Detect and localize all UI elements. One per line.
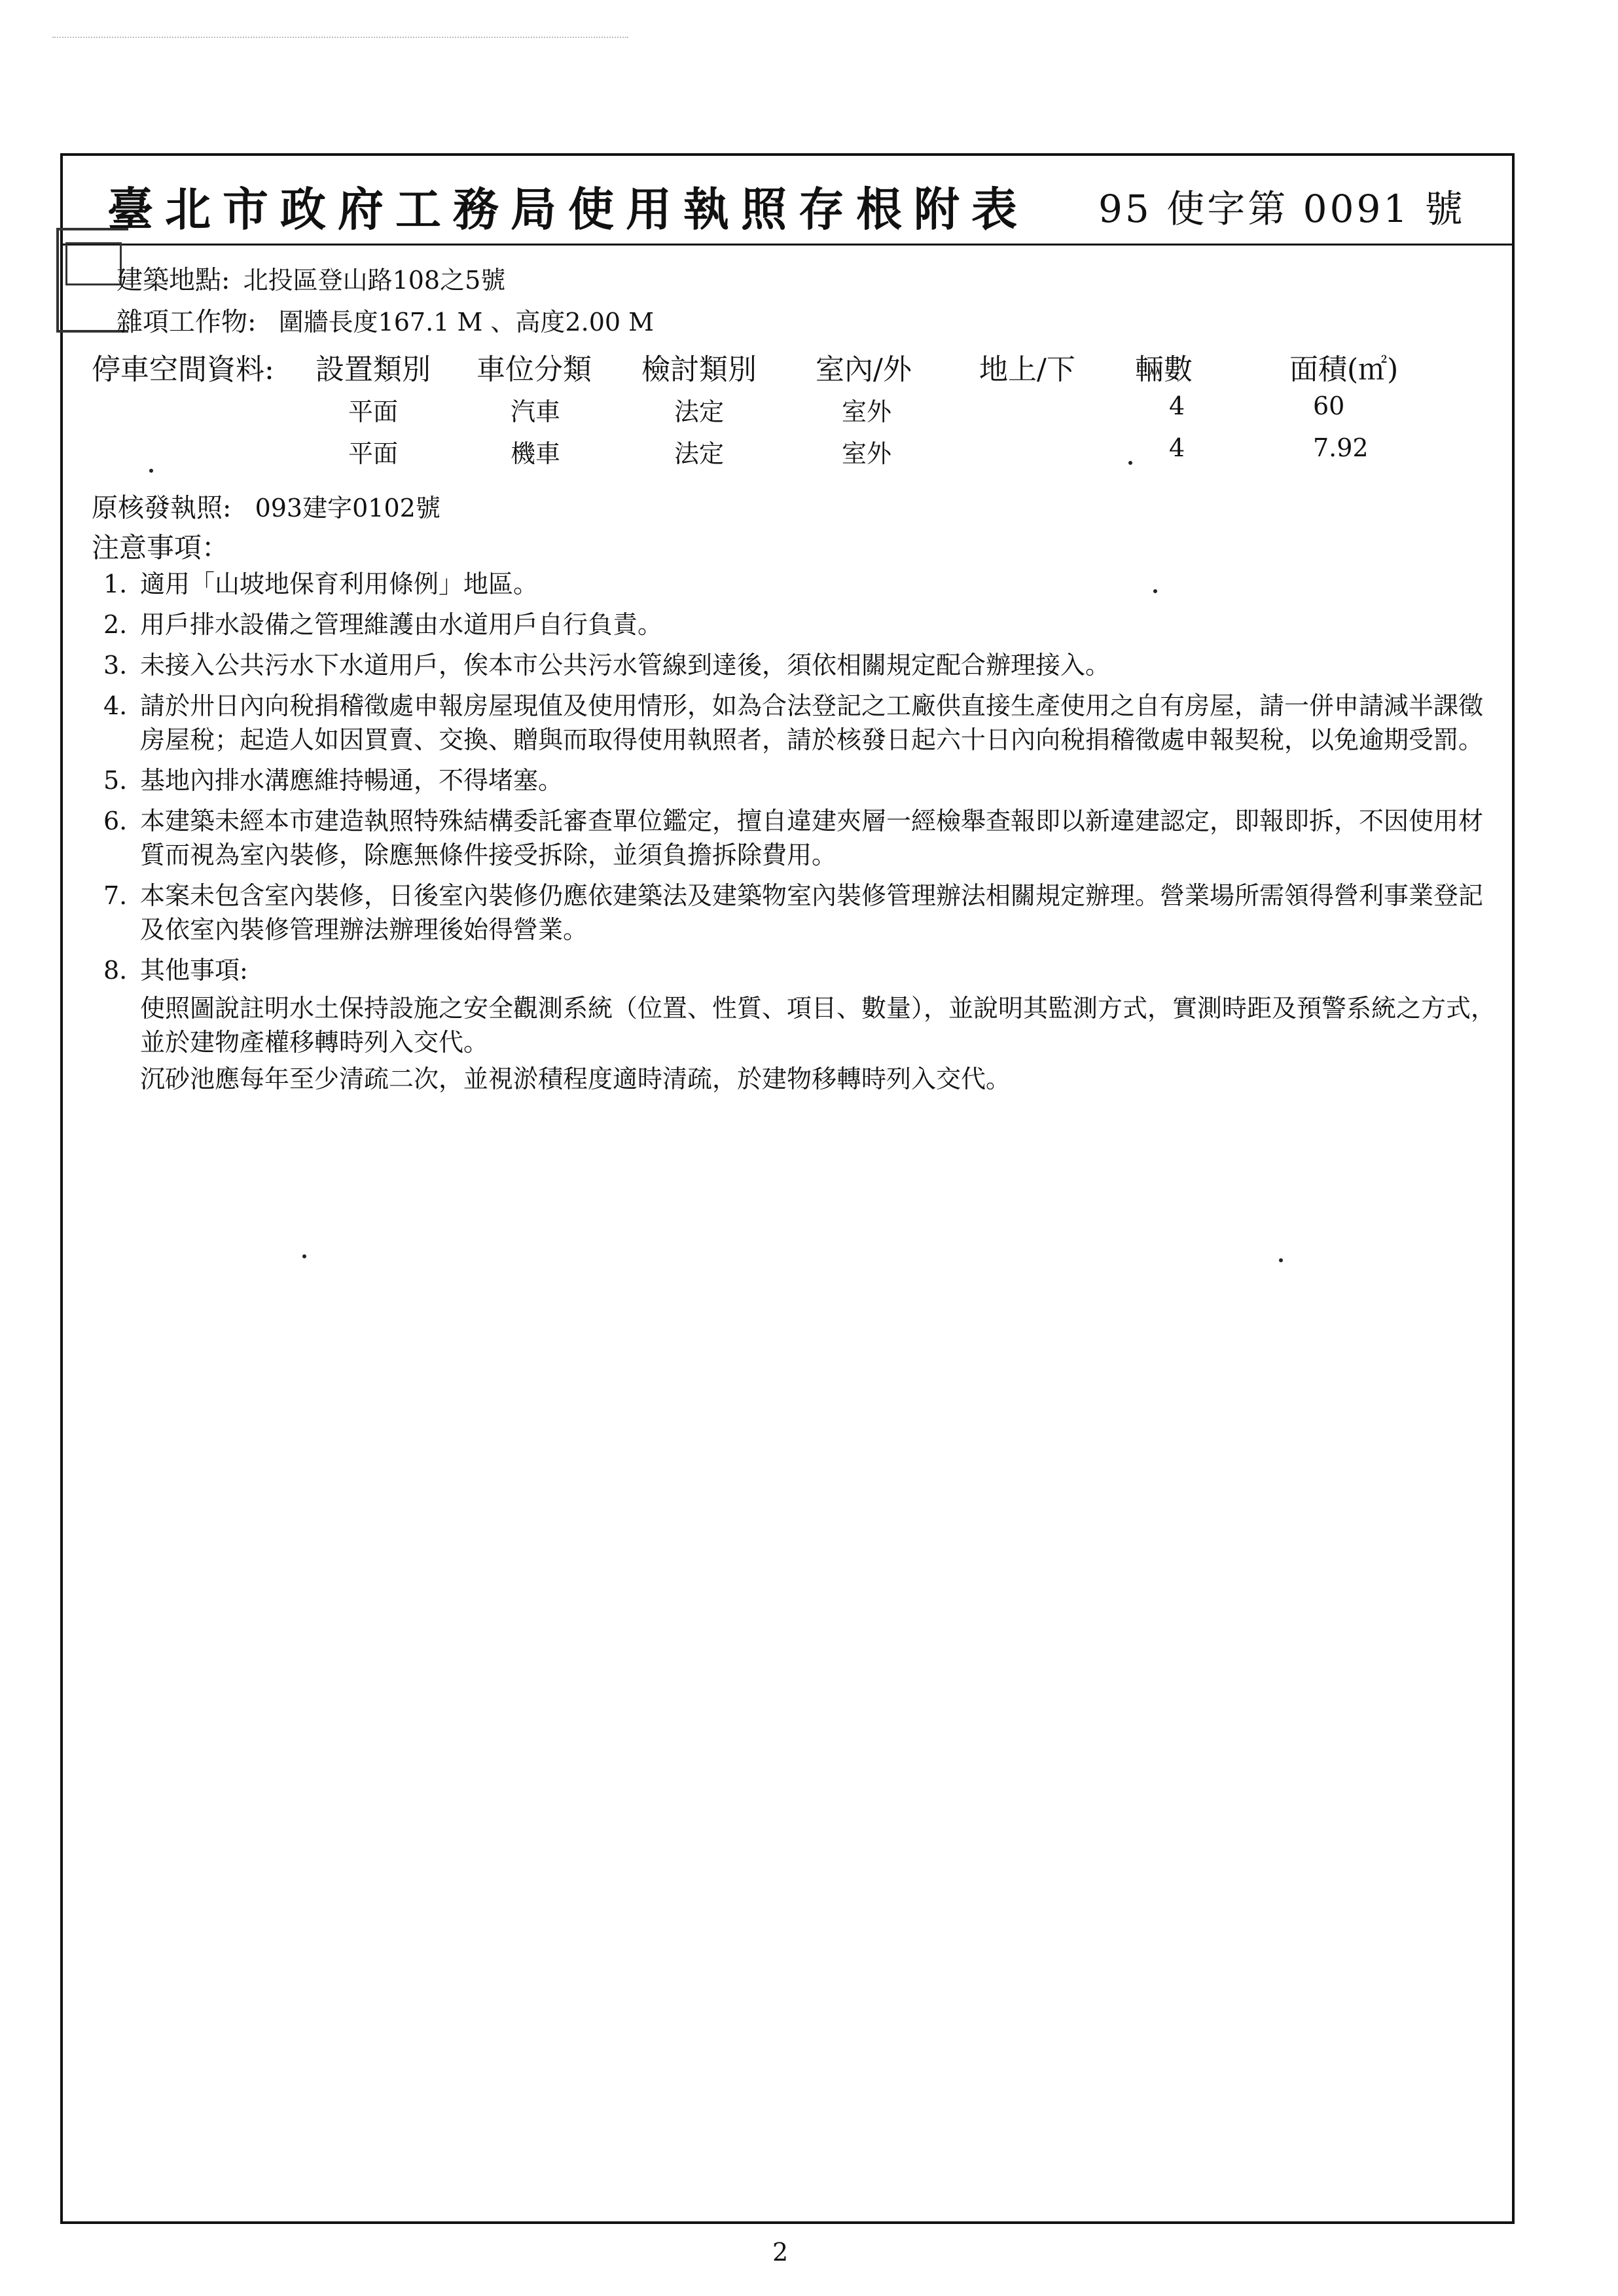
note-item bbox=[103, 953, 1498, 987]
parking-cell: 汽車 bbox=[511, 397, 561, 426]
note-number: 1. bbox=[103, 570, 128, 598]
parking-label: 停車空間資料: bbox=[92, 353, 274, 386]
note-number: 8. bbox=[103, 956, 128, 985]
parking-cell: 平面 bbox=[348, 439, 399, 468]
note-text: 基地內排水溝應維持暢通，不得堵塞。 bbox=[140, 766, 564, 795]
note-number: 4. bbox=[103, 691, 128, 720]
permit-number: 95 使字第 0091 號 bbox=[1098, 187, 1465, 231]
parking-cell: 機車 bbox=[511, 439, 561, 468]
misc-work-label: 雜項工作物: bbox=[117, 307, 257, 337]
page-number: 2 bbox=[772, 2238, 789, 2267]
note-number: 6. bbox=[103, 807, 128, 835]
notes-heading: 注意事項： bbox=[92, 532, 230, 564]
note-item bbox=[103, 608, 1498, 642]
note-number: 5. bbox=[103, 766, 128, 795]
scan-speck bbox=[302, 1254, 306, 1258]
parking-header-category: 車位分類 bbox=[476, 353, 592, 386]
note-number: 3. bbox=[103, 651, 128, 680]
note-text: 適用「山坡地保育利用條例」地區。 bbox=[140, 570, 539, 598]
document-title: 臺北市政府工務局使用執照存根附表 bbox=[107, 182, 1029, 236]
parking-cell: 法定 bbox=[674, 439, 725, 468]
parking-header-count: 輛數 bbox=[1135, 353, 1193, 386]
parking-cell: 法定 bbox=[674, 397, 725, 426]
misc-work-value: 圍牆長度167.1 M 、高度2.00 M bbox=[278, 308, 655, 337]
note-item bbox=[103, 567, 1498, 601]
location-value: 北投區登山路108之5號 bbox=[243, 266, 506, 295]
parking-cell: 4 bbox=[1169, 433, 1185, 462]
note-text: 未接入公共污水下水道用戶，俟本市公共污水管線到達後，須依相關規定配合辦理接入。 bbox=[140, 651, 1111, 680]
parking-header-level: 地上/下 bbox=[979, 353, 1075, 386]
note-item bbox=[103, 804, 1498, 872]
scan-speck bbox=[149, 469, 153, 473]
note-text: 用戶排水設備之管理維護由水道用戶自行負責。 bbox=[140, 610, 663, 639]
other-note: 使照圖說註明水土保持設施之安全觀測系統（位置、性質、項目、數量），並說明其監測方式，實測時距及預警系統之方式，並於建物產權移轉時列入交代。 bbox=[140, 994, 1496, 1057]
note-item bbox=[103, 689, 1498, 757]
scan-speck bbox=[1128, 461, 1132, 465]
parking-header-review: 檢討類別 bbox=[641, 353, 757, 386]
original-license-row bbox=[92, 487, 440, 524]
scan-artifact-line bbox=[52, 37, 628, 38]
note-number: 2. bbox=[103, 610, 128, 639]
parking-cell: 室外 bbox=[842, 397, 892, 426]
misc-work-row bbox=[117, 301, 654, 338]
original-license-label: 原核發執照: bbox=[92, 493, 232, 523]
parking-cell: 4 bbox=[1169, 392, 1185, 420]
parking-header-type: 設置類別 bbox=[315, 353, 431, 386]
location-label: 建築地點: bbox=[117, 265, 230, 295]
parking-header-area: 面積(㎡) bbox=[1289, 353, 1399, 386]
parking-cell: 60 bbox=[1313, 392, 1345, 420]
scan-speck bbox=[1153, 589, 1157, 593]
notes-list bbox=[103, 567, 1498, 1096]
note-item bbox=[103, 648, 1498, 682]
other-note: 沉砂池應每年至少清疏二次，並視淤積程度適時清疏，於建物移轉時列入交代。 bbox=[140, 1065, 1011, 1093]
note-text: 本案未包含室內裝修，日後室內裝修仍應依建築法及建築物室內裝修管理辦法相關規定辦理。營業場所需領得營利事業登記及依室內裝修管理辦法辦理後始得營業。 bbox=[140, 881, 1484, 944]
note-text: 本建築未經本市建造執照特殊結構委託審查單位鑑定，擅自違建夾層一經檢舉查報即以新違建認定，即報即拆，不因使用材質而視為室內裝修，除應無條件接受拆除，並須負擔拆除費用。 bbox=[140, 807, 1484, 869]
note-text: 其他事項: bbox=[140, 956, 248, 985]
title-divider bbox=[63, 244, 1512, 246]
scan-speck bbox=[1279, 1258, 1283, 1262]
document-frame bbox=[60, 153, 1515, 2224]
parking-cell: 7.92 bbox=[1313, 433, 1369, 462]
note-item bbox=[103, 879, 1498, 947]
location-row bbox=[117, 259, 505, 297]
parking-cell: 平面 bbox=[348, 397, 399, 426]
parking-header-indoor: 室內/外 bbox=[816, 353, 912, 386]
note-number: 7. bbox=[103, 881, 128, 910]
original-license-value: 093建字0102號 bbox=[255, 494, 440, 522]
note-text: 請於卅日內向稅捐稽徵處申報房屋現值及使用情形，如為合法登記之工廠供直接生產使用之自有房屋，請一併申請減半課徵房屋稅；起造人如因買賣、交換、贈與而取得使用執照者，請於核發日起六十日內向稅捐稽徵處申報契稅，以免逾期受罰。 bbox=[140, 691, 1484, 754]
parking-cell: 室外 bbox=[842, 439, 892, 468]
note-item bbox=[103, 763, 1498, 797]
